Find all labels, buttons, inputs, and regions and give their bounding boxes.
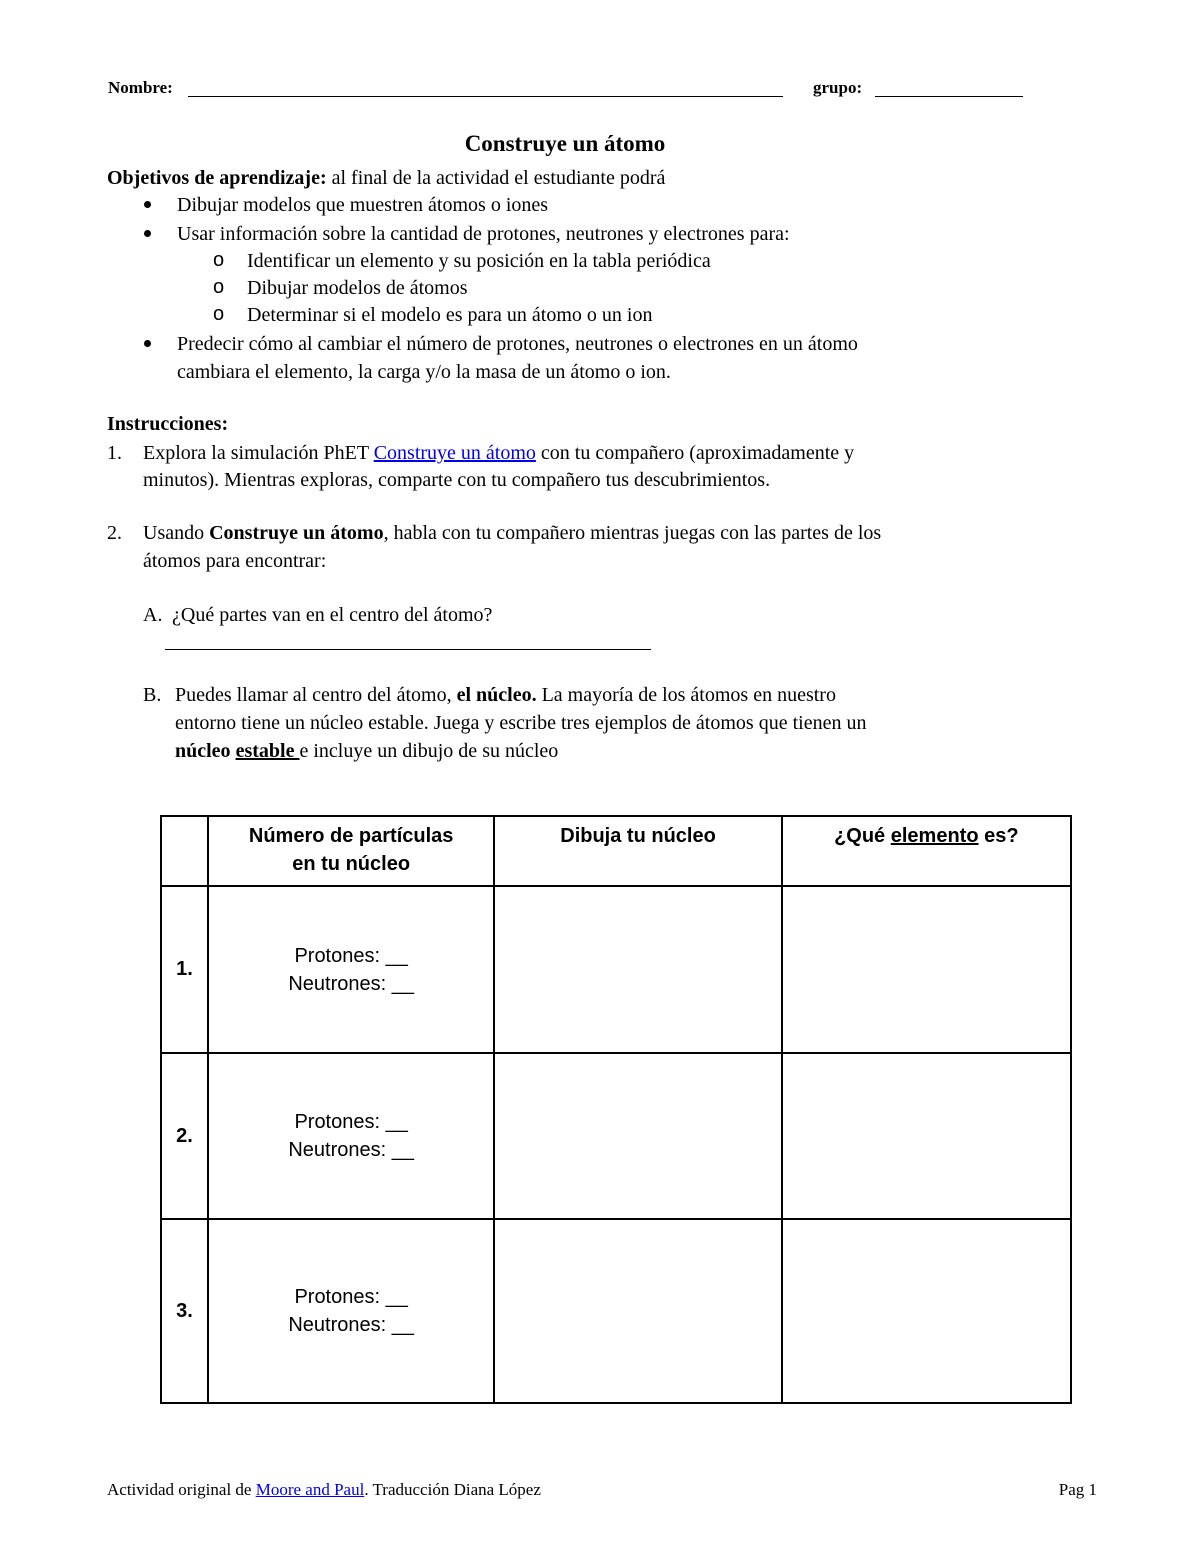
question-b-letter: B. bbox=[143, 684, 162, 706]
objective-bullet-2: Usar información sobre la cantidad de protones, neutrones y electrones para: bbox=[177, 223, 790, 245]
question-a-letter: A. bbox=[143, 604, 163, 626]
table-header-row bbox=[161, 816, 1071, 886]
bullet-icon bbox=[144, 201, 151, 208]
objective-sub-2: Dibujar modelos de átomos bbox=[247, 277, 468, 299]
bullet-icon bbox=[144, 230, 151, 237]
question-a-answer-line[interactable] bbox=[165, 649, 651, 650]
question-b-text-after: La mayoría de los átomos en nuestro bbox=[536, 684, 836, 706]
element-answer-cell[interactable] bbox=[782, 1053, 1071, 1220]
element-answer-cell[interactable] bbox=[782, 886, 1071, 1053]
table-header-particles bbox=[208, 816, 495, 886]
row-number: 1. bbox=[161, 886, 208, 1053]
page-title: Construye un átomo bbox=[464, 131, 666, 156]
instruction-2-line1 bbox=[143, 519, 881, 547]
instruction-2-sim-name: Construye un átomo bbox=[209, 522, 384, 544]
footer-authors-link[interactable]: Moore and Paul bbox=[255, 1480, 365, 1499]
draw-nucleus-cell[interactable] bbox=[494, 1053, 781, 1220]
question-b-estable: estable bbox=[235, 740, 295, 762]
table-header-particles-label: Número de partículas en tu núcleo bbox=[248, 825, 454, 875]
protons-count: Protones: __ bbox=[294, 1286, 408, 1309]
table-row bbox=[161, 1219, 1071, 1403]
neutrons-count: Neutrones: __ bbox=[288, 1314, 414, 1337]
table-header-element bbox=[782, 816, 1071, 886]
question-b-bold-term: el núcleo. bbox=[456, 684, 537, 706]
particle-counts[interactable] bbox=[208, 1053, 495, 1220]
sub-bullet-icon: o bbox=[213, 303, 225, 325]
instruction-1-text: Explora la simulación PhET bbox=[143, 442, 374, 464]
element-answer-cell[interactable] bbox=[782, 1219, 1071, 1403]
footer-credit-text: Actividad original de bbox=[107, 1480, 256, 1499]
row-number: 3. bbox=[161, 1219, 208, 1403]
instruction-2-number: 2. bbox=[107, 522, 122, 544]
objectives-label: Objetivos de aprendizaje: bbox=[107, 167, 327, 189]
table-header-element-text: ¿Qué bbox=[834, 825, 891, 847]
question-b-line1 bbox=[175, 681, 836, 709]
row-number: 2. bbox=[161, 1053, 208, 1220]
objective-bullet-3-line1: Predecir cómo al cambiar el número de protones, neutrones o electrones en un átomo bbox=[177, 333, 858, 355]
objective-sub-1: Identificar un elemento y su posición en la tabla periódica bbox=[247, 250, 711, 272]
instruction-2-text: Usando bbox=[143, 522, 210, 544]
instruction-1-line1 bbox=[143, 439, 854, 467]
draw-nucleus-cell[interactable] bbox=[494, 1219, 781, 1403]
sub-bullet-icon: o bbox=[213, 249, 225, 271]
footer-translation-text: . Traducción Diana López bbox=[364, 1480, 541, 1499]
name-label: Nombre: bbox=[108, 78, 173, 97]
table-row bbox=[161, 1053, 1071, 1220]
instruction-1-text-after: con tu compañero (aproximadamente y bbox=[535, 442, 855, 464]
neutrons-count: Neutrones: __ bbox=[288, 972, 414, 995]
question-b-text: Puedes llamar al centro del átomo, bbox=[175, 684, 457, 706]
protons-count: Protones: __ bbox=[294, 1111, 408, 1134]
footer bbox=[107, 1480, 1097, 1500]
instruction-2-line2: átomos para encontrar: bbox=[143, 550, 327, 572]
sub-bullet-icon: o bbox=[213, 276, 225, 298]
table-header-element-underlined: elemento bbox=[890, 825, 979, 847]
objective-bullet-3-line2: cambiara el elemento, la carga y/o la masa de un átomo o ion. bbox=[177, 361, 671, 383]
question-b-line2: entorno tiene un núcleo estable. Juega y escribe tres ejemplos de átomos que tienen un bbox=[175, 712, 867, 734]
table-header-draw: Dibuja tu núcleo bbox=[494, 816, 781, 886]
table-header-element-after: es? bbox=[978, 825, 1019, 847]
nucleus-table bbox=[160, 815, 1072, 1404]
question-a-text: ¿Qué partes van en el centro del átomo? bbox=[172, 604, 493, 626]
particle-counts[interactable] bbox=[208, 1219, 495, 1403]
draw-nucleus-cell[interactable] bbox=[494, 886, 781, 1053]
neutrons-count: Neutrones: __ bbox=[288, 1139, 414, 1162]
question-b-nucleo: núcleo bbox=[175, 740, 231, 762]
question-b-line3-text: e incluye un dibujo de su núcleo bbox=[299, 740, 559, 762]
group-label: grupo: bbox=[813, 78, 863, 97]
group-blank[interactable] bbox=[875, 96, 1023, 97]
page-number: Pag 1 bbox=[1058, 1480, 1097, 1499]
header bbox=[108, 78, 1028, 102]
objectives-line bbox=[107, 164, 665, 192]
table-row bbox=[161, 886, 1071, 1053]
objective-sub-3: Determinar si el modelo es para un átomo o un ion bbox=[247, 304, 653, 326]
instruction-2-text-after: , habla con tu compañero mientras juegas con las partes de los bbox=[383, 522, 882, 544]
protons-count: Protones: __ bbox=[294, 944, 408, 967]
objective-bullet-1: Dibujar modelos que muestren átomos o iones bbox=[177, 194, 549, 216]
particle-counts[interactable] bbox=[208, 886, 495, 1053]
instruction-1-line2: minutos). Mientras exploras, comparte con tu compañero tus descubrimientos. bbox=[143, 469, 771, 491]
name-blank[interactable] bbox=[188, 96, 783, 97]
instructions-label: Instrucciones: bbox=[107, 413, 229, 435]
phet-simulation-link[interactable]: Construye un átomo bbox=[373, 442, 536, 464]
objectives-intro: al final de la actividad el estudiante podrá bbox=[326, 167, 666, 189]
question-b-line3 bbox=[175, 737, 558, 765]
table-header-blank bbox=[161, 816, 208, 886]
instruction-1-number: 1. bbox=[107, 442, 122, 464]
bullet-icon bbox=[144, 340, 151, 347]
